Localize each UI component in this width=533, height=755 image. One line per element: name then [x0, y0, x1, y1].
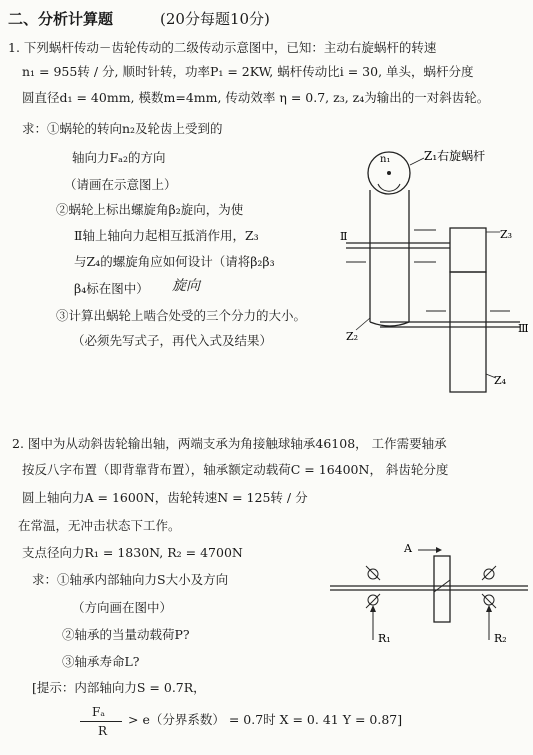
- q2-hint: [提示：内部轴向力S = 0.7R，: [32, 680, 206, 695]
- q1-line-1: 1. 下列蜗杆传动－齿轮传动的二级传动示意图中，已知：主动右旋蜗杆的转速: [8, 40, 437, 55]
- q1-req-5: Ⅱ轴上轴向力起相互抵消作用，Z₃: [74, 228, 259, 243]
- q2-line-4: 在常温，无冲击状态下工作。: [18, 518, 181, 533]
- q2-line-5: 支点径向力R₁ = 1830N, R₂ = 4700N: [22, 545, 243, 560]
- q1-req-8: ③计算出蜗轮上啮合处受的三个分力的大小。: [56, 308, 307, 323]
- right-bearing-top: [484, 569, 494, 579]
- frac-denominator: R: [98, 724, 108, 738]
- q2-line-2: 按反八字布置（即背靠背布置），轴承额定动载荷C = 16400N， 斜齿轮分度: [22, 462, 449, 477]
- z4-label: Z₄: [494, 374, 507, 387]
- left-bearing-bottom: [368, 595, 378, 605]
- formula-rest: > e（分界系数） = 0.7时 X = 0. 41 Y = 0.87]: [128, 712, 403, 727]
- shaft-3-label: Ⅲ: [518, 322, 529, 335]
- section-score: (20分每题10分): [160, 10, 270, 28]
- q1-req-2: 轴向力Fₐ₂的方向: [72, 150, 166, 165]
- helical-gear: [434, 556, 450, 622]
- worm-label: Z₁右旋蜗杆: [424, 149, 486, 163]
- n1-label: n₁: [380, 154, 391, 165]
- q1-req-9: （必须先写式子，再代入式及结果）: [72, 333, 273, 348]
- q1-req-7: β₄标在图中）: [74, 281, 149, 296]
- q1-line-2: n₁ = 955转 / 分, 顺时针转，功率P₁ = 2KW, 蜗杆传动比i = 30, 单头，蜗杆分度: [22, 64, 474, 79]
- q1-req-1: 求：①蜗轮的转向n₂及轮齿上受到的: [22, 121, 223, 136]
- q2-line-1: 2. 图中为从动斜齿轮输出轴，两端支承为角接触球轴承46108， 工作需要轴承: [12, 436, 447, 451]
- shaft-2-label: Ⅱ: [340, 230, 348, 243]
- q2-req-2: （方向画在图中）: [72, 600, 173, 615]
- q2-req-1: 求：①轴承内部轴向力S大小及方向: [32, 572, 229, 587]
- left-bearing-top: [368, 569, 378, 579]
- q2-line-3: 圆上轴向力A = 1600N，齿轮转速N = 125转 / 分: [22, 490, 308, 505]
- z2-label: Z₂: [346, 330, 359, 343]
- axial-force-label: A: [404, 542, 412, 555]
- q2-req-4: ③轴承寿命L?: [62, 654, 140, 669]
- q1-handwritten-note: 旋向: [172, 278, 200, 294]
- section-title: 二、分析计算题: [8, 10, 114, 28]
- r1-label: R₁: [378, 632, 391, 645]
- q1-line-3: 圆直径d₁ = 40mm, 模数m=4mm, 传动效率 η = 0.7, z₃, z₄为输出的一对斜齿轮。: [22, 90, 490, 105]
- frac-numerator: Fₐ: [92, 705, 105, 719]
- z3-label: Z₃: [500, 228, 513, 241]
- r2-label: R₂: [494, 632, 507, 645]
- q2-req-3: ②轴承的当量动载荷P?: [62, 627, 190, 642]
- right-bearing-bottom: [484, 595, 494, 605]
- q1-req-3: （请画在示意图上）: [64, 177, 177, 192]
- q1-req-6: 与Z₄的螺旋角应如何设计（请将β₂β₃: [74, 254, 275, 269]
- q1-req-4: ②蜗轮上标出螺旋角β₂旋向，为使: [56, 202, 244, 217]
